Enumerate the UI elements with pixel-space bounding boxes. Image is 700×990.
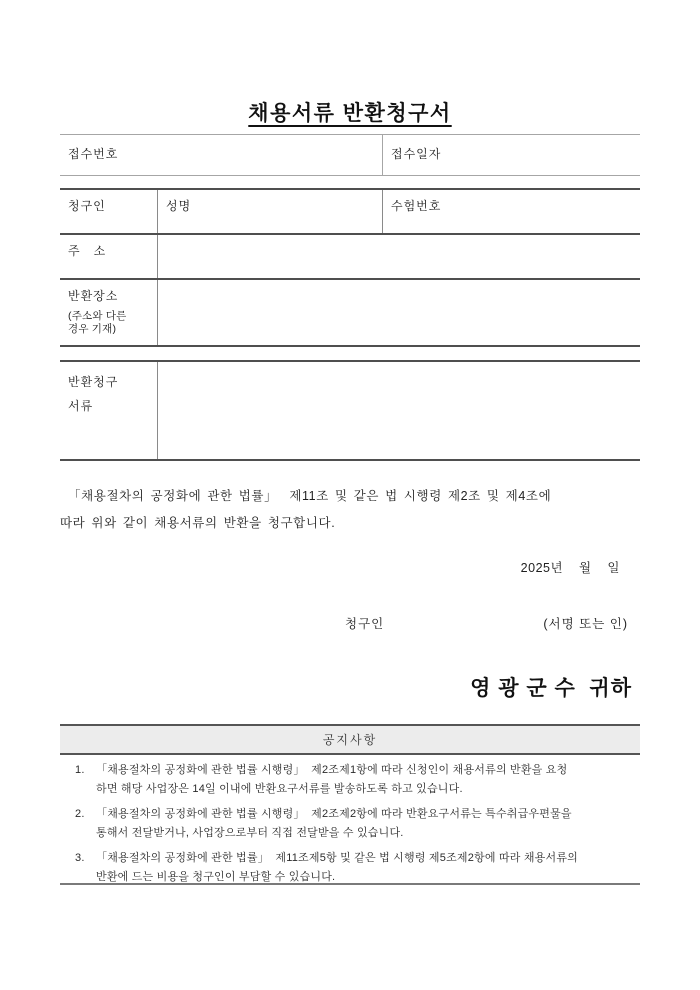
page-title: 채용서류 반환청구서: [248, 102, 452, 125]
exam-no-cell: [383, 190, 640, 233]
claimant-label: 청구인: [68, 199, 106, 213]
name-label: 성명: [166, 199, 192, 213]
exam-no-label: 수험번호: [391, 199, 442, 213]
return-place-label-cell: [60, 280, 158, 345]
notice-items: [60, 755, 640, 886]
address-label: 주 소: [68, 244, 107, 258]
notice-section: [60, 724, 640, 893]
date-line: 2025년 월 일: [520, 561, 620, 575]
table-row: [60, 190, 640, 235]
notice-item-3-line1: 「채용절차의 공정화에 관한 법률」 제11조제5항 및 같은 법 시행령 제5조제2항에 따라 채용서류의: [96, 852, 578, 864]
declaration-line2: 따라 위와 같이 채용서류의 반환을 청구합니다.: [60, 516, 336, 530]
notice-header-bar: [60, 724, 640, 755]
return-documents-label-line1: 반환청구: [68, 375, 119, 389]
bottom-divider: [60, 883, 640, 885]
table-row: [60, 235, 640, 280]
notice-item-3: [60, 849, 640, 886]
notice-item-1-line1: 「채용절차의 공정화에 관한 법률 시행령」 제2조제1항에 따라 신청인이 채용서류의 반환을 요청: [96, 764, 568, 776]
return-place-value-cell: [158, 280, 640, 345]
address-value-cell: [158, 235, 640, 278]
return-place-label: 반환장소: [68, 289, 119, 303]
name-cell: [158, 190, 383, 233]
receipt-no-cell: [60, 135, 383, 175]
claimant-table: [60, 188, 640, 347]
notice-item-1-line2: 하면 해당 사업장은 14일 이내에 반환요구서류를 발송하도록 하고 있습니다.: [96, 782, 463, 795]
receipt-table: [60, 134, 640, 176]
return-documents-value-cell: [158, 362, 640, 459]
return-place-note-line1: (주소와 다른: [68, 310, 127, 322]
notice-item-2-line2: 통해서 전달받거나, 사업장으로부터 직접 전달받을 수 있습니다.: [96, 826, 404, 839]
address-label-cell: [60, 235, 158, 278]
declaration-line1: 「채용절차의 공정화에 관한 법률」 제11조 및 같은 법 시행령 제2조 및 제4조에: [68, 489, 552, 503]
signature-seal-note: (서명 또는 인): [543, 617, 628, 631]
return-documents-table: [60, 360, 640, 461]
receipt-no-label: 접수번호: [68, 147, 119, 161]
return-place-note-line2: 경우 기재): [68, 323, 117, 335]
return-documents-label-cell: [60, 362, 158, 459]
notice-item-3-line2: 반환에 드는 비용을 청구인이 부담할 수 있습니다.: [96, 870, 336, 883]
notice-item-3-number: 3.: [75, 852, 85, 864]
notice-header-label: 공지사항: [322, 733, 378, 747]
notice-item-2-line1: 「채용절차의 공정화에 관한 법률 시행령」 제2조제2항에 따라 반환요구서류는 특수취급우편물을: [96, 808, 572, 820]
recipient-line: 영 광 군 수 귀하: [470, 677, 632, 700]
declaration-paragraph: [60, 483, 650, 537]
claimant-label-cell: [60, 190, 158, 233]
receipt-date-cell: [383, 135, 640, 175]
notice-item-2-number: 2.: [75, 808, 85, 820]
signature-row: [60, 614, 640, 632]
notice-item-2: [60, 805, 640, 842]
notice-item-1: [60, 761, 640, 798]
signature-claimant-label: 청구인: [345, 617, 385, 631]
return-documents-label-line2: 서류: [68, 399, 94, 413]
notice-item-1-number: 1.: [75, 764, 85, 776]
receipt-date-label: 접수일자: [391, 147, 442, 161]
table-row: [60, 280, 640, 347]
